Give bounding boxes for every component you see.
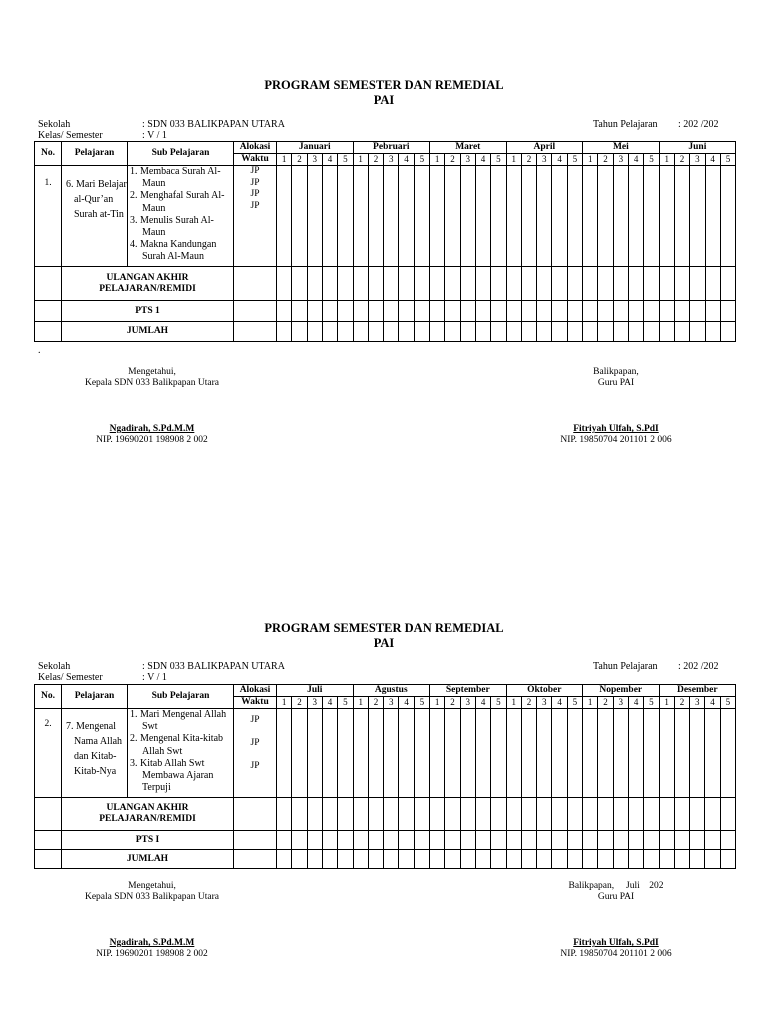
week-number: 4 xyxy=(322,154,337,166)
sig-position: Guru PAI xyxy=(597,892,635,902)
week-number: 2 xyxy=(445,697,460,709)
month-header: Agustus xyxy=(353,685,429,697)
header-pelajaran: Pelajaran xyxy=(62,142,128,166)
sig-position: Kepala SDN 033 Balikpapan Utara xyxy=(84,378,220,388)
sig-place: Balikpapan, Juli 202 xyxy=(568,881,664,891)
sub-pelajaran-item: 1. Mari Mengenal Allah Swt xyxy=(130,709,227,733)
week-number: 5 xyxy=(338,697,353,709)
row-pts: PTS 1 xyxy=(62,301,234,322)
header-pelajaran: Pelajaran xyxy=(62,685,128,709)
sig-nip: NIP. 19690201 198908 2 002 xyxy=(96,949,208,959)
program-table xyxy=(34,684,736,869)
week-number: 5 xyxy=(414,154,429,166)
header-no: No. xyxy=(35,142,62,166)
header-no: No. xyxy=(35,685,62,709)
week-number: 3 xyxy=(307,697,322,709)
week-number: 1 xyxy=(430,154,445,166)
sig-position: Kepala SDN 033 Balikpapan Utara xyxy=(84,892,220,902)
week-number: 3 xyxy=(384,154,399,166)
week-number: 2 xyxy=(521,154,536,166)
week-number: 2 xyxy=(598,154,613,166)
week-number: 2 xyxy=(445,154,460,166)
left-signature xyxy=(60,881,244,960)
month-header: Juli xyxy=(277,685,354,697)
sekolah-label: Sekolah xyxy=(38,119,71,130)
document-title: PROGRAM SEMESTER DAN REMEDIAL xyxy=(264,78,504,92)
sig-nip: NIP. 19850704 201101 2 006 xyxy=(560,949,672,959)
week-number: 5 xyxy=(491,697,506,709)
sub-pelajaran-item: 4. Makna Kandungan Surah Al-Maun xyxy=(130,239,217,263)
month-header: Januari xyxy=(277,142,354,154)
week-number: 1 xyxy=(506,697,521,709)
month-header: Pebruari xyxy=(353,142,429,154)
document-title: PROGRAM SEMESTER DAN REMEDIAL xyxy=(264,621,504,635)
week-number: 4 xyxy=(475,697,490,709)
header-alokasi: Alokasi xyxy=(234,142,277,154)
month-header: Desember xyxy=(659,685,736,697)
jp-value: JP xyxy=(250,189,260,199)
sig-name: Ngadirah, S.Pd.M.M xyxy=(109,424,195,434)
sub-pelajaran-cell xyxy=(128,709,234,798)
week-number: 3 xyxy=(537,154,552,166)
week-number: 1 xyxy=(353,154,368,166)
sig-nip: NIP. 19850704 201101 2 006 xyxy=(560,435,672,445)
row-pts: PTS I xyxy=(62,831,234,850)
week-number: 5 xyxy=(720,154,735,166)
row-number: 1. xyxy=(35,166,62,267)
sig-place: Balikpapan, xyxy=(593,367,639,377)
week-number: 2 xyxy=(598,697,613,709)
tahun-label: Tahun Pelajaran xyxy=(593,119,658,130)
week-number: 4 xyxy=(628,697,643,709)
jp-value: JP xyxy=(250,200,260,211)
week-number: 2 xyxy=(521,697,536,709)
week-number: 2 xyxy=(292,697,307,709)
kelas-label: Kelas/ Semester xyxy=(38,672,103,683)
week-number: 5 xyxy=(567,697,582,709)
row-ulangan: ULANGAN AKHIR PELAJARAN/REMIDI xyxy=(62,267,234,301)
sub-pelajaran-item: 1. Membaca Surah Al-Maun xyxy=(130,166,221,190)
week-number: 4 xyxy=(475,154,490,166)
pelajaran-text: 6. Mari Belajar al-Qur’an Surah at-Tin xyxy=(66,179,127,220)
right-signature xyxy=(536,881,696,960)
header-sub-pelajaran: Sub Pelajaran xyxy=(128,685,234,709)
jp-value: JP xyxy=(250,166,260,176)
week-number: 1 xyxy=(659,697,674,709)
jp-value: JP xyxy=(250,715,260,725)
week-number: 3 xyxy=(537,697,552,709)
week-number: 5 xyxy=(491,154,506,166)
sub-pelajaran-item: 2. Mengenal Kita-kitab Allah Swt xyxy=(130,733,224,757)
row-jumlah: JUMLAH xyxy=(62,322,234,342)
week-number: 1 xyxy=(583,697,598,709)
month-header: Nopember xyxy=(583,685,659,697)
week-number: 2 xyxy=(674,154,689,166)
document-subtitle: PAI xyxy=(373,93,395,107)
week-number: 1 xyxy=(659,154,674,166)
week-number: 1 xyxy=(353,697,368,709)
tahun-label: Tahun Pelajaran xyxy=(593,661,658,672)
sub-pelajaran-item: 2. Menghafal Surah Al- Maun xyxy=(130,190,225,214)
week-number: 4 xyxy=(322,697,337,709)
sig-name: Ngadirah, S.Pd.M.M xyxy=(109,938,195,948)
document-subtitle: PAI xyxy=(373,636,395,650)
week-number: 2 xyxy=(368,154,383,166)
month-header: September xyxy=(430,685,507,697)
row-number: 2. xyxy=(35,709,62,798)
week-number: 5 xyxy=(414,697,429,709)
week-number: 4 xyxy=(399,154,414,166)
jp-value: JP xyxy=(250,761,260,771)
week-number: 2 xyxy=(292,154,307,166)
week-number: 5 xyxy=(567,154,582,166)
week-number: 1 xyxy=(583,154,598,166)
month-header: Oktober xyxy=(506,685,582,697)
sig-label: Mengetahui, xyxy=(128,881,176,891)
week-number: 1 xyxy=(277,154,292,166)
week-number: 1 xyxy=(277,697,292,709)
sub-pelajaran-item: 3. Kitab Allah Swt Membawa Ajaran Terpuji xyxy=(130,757,214,794)
stray-dot: . xyxy=(38,345,41,356)
week-number: 3 xyxy=(460,697,475,709)
week-number: 3 xyxy=(613,154,628,166)
kelas-value: : V / 1 xyxy=(142,672,167,683)
kelas-value: : V / 1 xyxy=(142,130,167,141)
kelas-label: Kelas/ Semester xyxy=(38,130,103,141)
alokasi-cell xyxy=(234,709,277,798)
header-waktu: Waktu xyxy=(234,697,277,709)
pelajaran-text: 7. Mengenal Nama Allah dan Kitab-Kitab-Nya xyxy=(66,721,123,777)
sig-name: Fitriyah Ulfah, S.PdI xyxy=(573,938,659,948)
sekolah-label: Sekolah xyxy=(38,661,71,672)
jp-value: JP xyxy=(250,177,260,188)
week-number: 1 xyxy=(506,154,521,166)
week-number: 5 xyxy=(644,697,659,709)
week-number: 4 xyxy=(705,697,720,709)
week-number: 5 xyxy=(644,154,659,166)
sig-label: Mengetahui, xyxy=(128,367,176,377)
week-number: 5 xyxy=(720,697,735,709)
week-number: 4 xyxy=(552,697,567,709)
week-number: 4 xyxy=(705,154,720,166)
week-number: 3 xyxy=(307,154,322,166)
week-number: 3 xyxy=(690,154,705,166)
header-sub-pelajaran: Sub Pelajaran xyxy=(128,142,234,166)
month-header: Maret xyxy=(430,142,507,154)
pelajaran-cell xyxy=(62,709,128,798)
sig-name: Fitriyah Ulfah, S.PdI xyxy=(573,424,659,434)
row-ulangan: ULANGAN AKHIR PELAJARAN/REMIDI xyxy=(62,798,234,831)
week-number: 3 xyxy=(460,154,475,166)
sub-pelajaran-item: 3. Menulis Surah Al-Maun xyxy=(130,214,214,239)
week-number: 3 xyxy=(690,697,705,709)
week-number: 5 xyxy=(338,154,353,166)
tahun-value: : 202 /202 xyxy=(678,119,719,130)
sekolah-value: : SDN 033 BALIKPAPAN UTARA xyxy=(142,119,285,130)
week-number: 4 xyxy=(628,154,643,166)
month-header: April xyxy=(506,142,583,154)
week-number: 3 xyxy=(384,697,399,709)
week-number: 4 xyxy=(399,697,414,709)
jp-value: JP xyxy=(250,738,260,748)
month-header: Juni xyxy=(659,142,736,154)
sekolah-value: : SDN 033 BALIKPAPAN UTARA xyxy=(142,661,285,672)
week-number: 2 xyxy=(674,697,689,709)
week-number: 4 xyxy=(552,154,567,166)
tahun-value: : 202 /202 xyxy=(678,661,719,672)
header-waktu: Waktu xyxy=(234,154,277,166)
week-number: 3 xyxy=(613,697,628,709)
row-jumlah: JUMLAH xyxy=(62,850,234,869)
sig-nip: NIP. 19690201 198908 2 002 xyxy=(96,435,208,445)
sig-position: Guru PAI xyxy=(597,378,635,388)
week-number: 1 xyxy=(430,697,445,709)
week-number: 2 xyxy=(368,697,383,709)
header-alokasi: Alokasi xyxy=(234,685,277,697)
month-header: Mei xyxy=(583,142,660,154)
